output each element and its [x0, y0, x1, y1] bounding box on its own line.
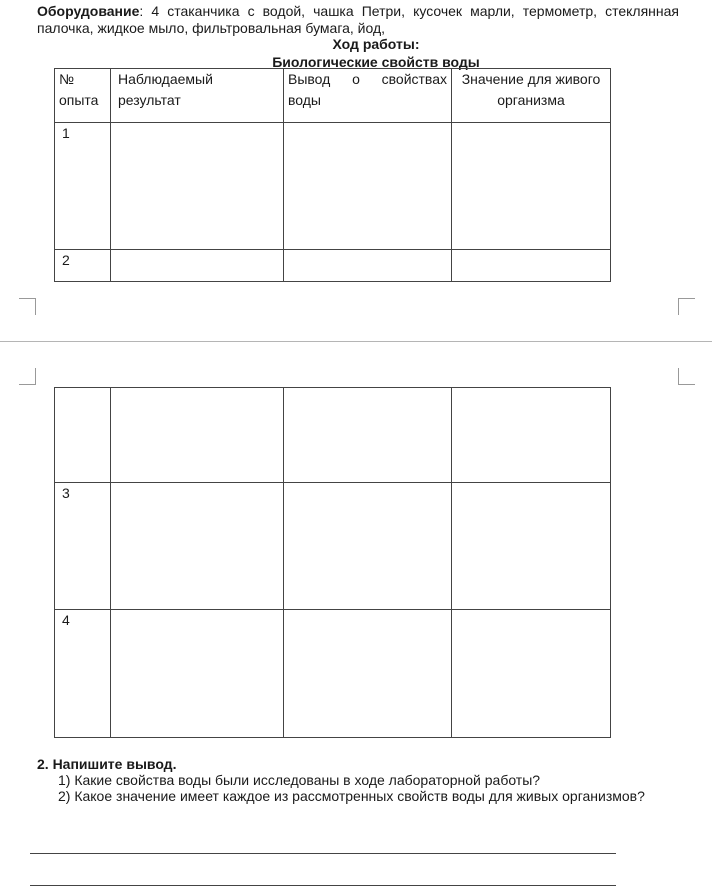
work-heading: Ход работы: [332, 36, 420, 52]
header-significance: Значение для живого организма [452, 69, 611, 123]
header-experiment-number: № опыта [55, 69, 111, 123]
answer-cell[interactable] [452, 483, 611, 610]
answer-cell[interactable] [111, 123, 284, 250]
answer-cell[interactable] [111, 250, 284, 282]
equipment-label: Оборудование [37, 3, 140, 19]
page-corner-mark [19, 368, 36, 385]
task-title: 2. Напишите вывод. [37, 756, 177, 772]
row-number [55, 388, 111, 483]
results-table-page2 [54, 387, 611, 738]
table-row [55, 123, 611, 250]
answer-cell[interactable] [284, 388, 452, 483]
task-question-1: 1) Какие свойства воды были исследованы в ходе лабораторной работы? [58, 772, 541, 788]
answer-cell[interactable] [452, 388, 611, 483]
answer-cell[interactable] [452, 250, 611, 282]
answer-cell[interactable] [284, 123, 452, 250]
row-number: 3 [55, 483, 111, 610]
table-row [55, 388, 611, 483]
answer-cell[interactable] [452, 610, 611, 738]
answer-cell[interactable] [111, 610, 284, 738]
row-number: 4 [55, 610, 111, 738]
answer-cell[interactable] [452, 123, 611, 250]
table-row [55, 610, 611, 738]
task-block [37, 756, 679, 804]
row-number: 2 [55, 250, 111, 282]
answer-cell[interactable] [111, 388, 284, 483]
answer-cell[interactable] [284, 610, 452, 738]
table-title: Биологические свойств воды [272, 54, 480, 70]
answer-line[interactable] [30, 885, 616, 886]
equipment-text: : 4 стаканчика с водой, чашка Петри, кусочек марли, термометр, стеклянная палочка, жидкое мыло, фильтровальная бумага, йод, [37, 3, 679, 36]
answer-cell[interactable] [111, 483, 284, 610]
task-question-2: 2) Какое значение имеет каждое из рассмотренных свойств воды для живых организмов? [58, 788, 645, 804]
answer-line[interactable] [30, 853, 616, 854]
row-number: 1 [55, 123, 111, 250]
table-row [55, 250, 611, 282]
answer-cell[interactable] [284, 483, 452, 610]
equipment-paragraph [37, 3, 679, 37]
answer-cell[interactable] [284, 250, 452, 282]
header-observed-result: Наблюдаемый результат [111, 69, 284, 123]
table-header-row [55, 69, 611, 123]
table-row [55, 483, 611, 610]
page-corner-mark [678, 298, 695, 315]
page-break-divider [0, 341, 712, 342]
page-corner-mark [678, 368, 695, 385]
page-corner-mark [19, 298, 36, 315]
header-conclusion: Вывод о свойствах воды [284, 69, 452, 123]
results-table-page1 [54, 68, 611, 282]
